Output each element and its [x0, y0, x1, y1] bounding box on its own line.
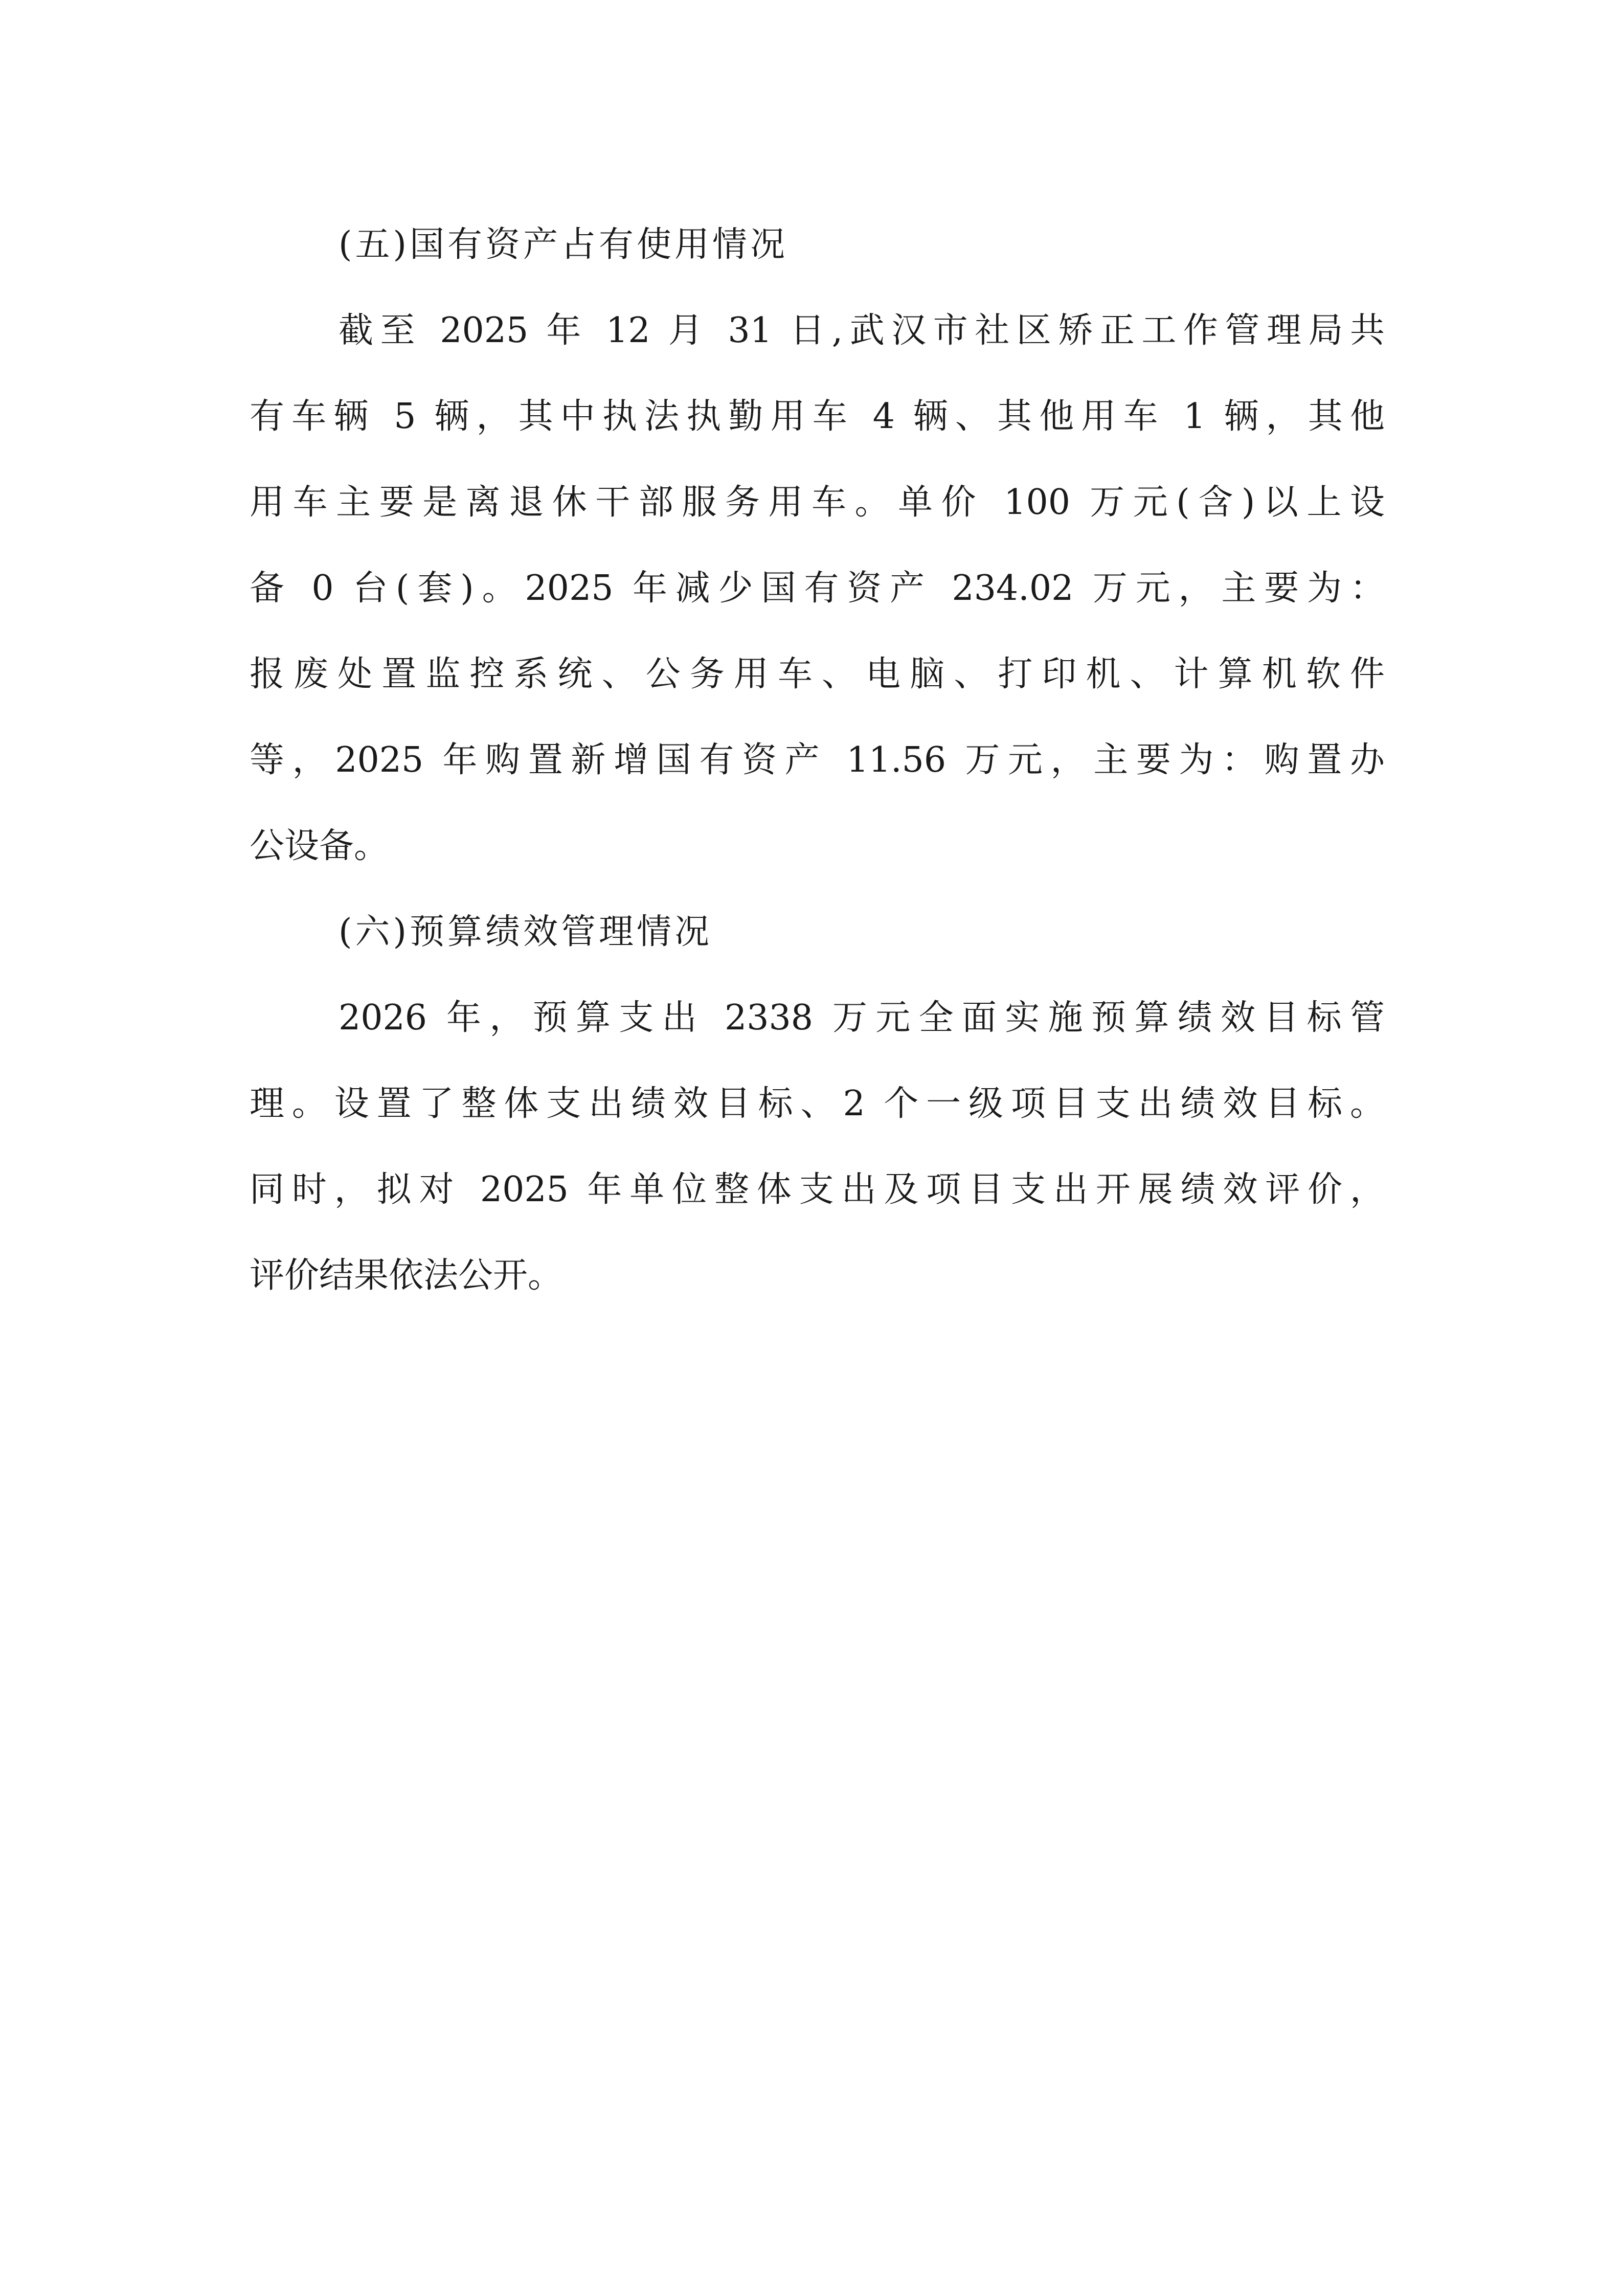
paragraph-line: 同时，拟对 2025 年单位整体支出及项目支出开展绩效评价， [250, 1169, 1385, 1210]
paragraph-line: 截至 2025 年 12 月 31 日,武汉市社区矫正工作管理局共 [339, 310, 1385, 351]
paragraph-line: 理。设置了整体支出绩效目标、2 个一级项目支出绩效目标。 [250, 1084, 1385, 1124]
section-heading: (五)国有资产占有使用情况 [339, 224, 788, 265]
paragraph-line: 有车辆 5 辆，其中执法执勤用车 4 辆、其他用车 1 辆，其他 [250, 396, 1385, 437]
section-budget-performance [250, 889, 1385, 1319]
paragraph-line: 备 0 台(套)。2025 年减少国有资产 234.02 万元，主要为： [250, 568, 1385, 609]
section-paragraph [250, 288, 1385, 889]
paragraph-line: 等，2025 年购置新增国有资产 11.56 万元，主要为：购置办 [250, 740, 1385, 780]
paragraph-line: 用车主要是离退休干部服务用车。单价 100 万元(含)以上设 [250, 482, 1385, 523]
paragraph-line: 报废处置监控系统、公务用车、电脑、打印机、计算机软件 [250, 654, 1385, 694]
section-heading: (六)预算绩效管理情况 [339, 912, 713, 952]
paragraph-line: 2026 年，预算支出 2338 万元全面实施预算绩效目标管 [339, 998, 1385, 1038]
section-state-assets [250, 202, 1385, 889]
paragraph-line: 公设备。 [250, 826, 389, 866]
section-paragraph [250, 975, 1385, 1319]
paragraph-line: 评价结果依法公开。 [250, 1255, 563, 1296]
document-body [250, 202, 1385, 1319]
